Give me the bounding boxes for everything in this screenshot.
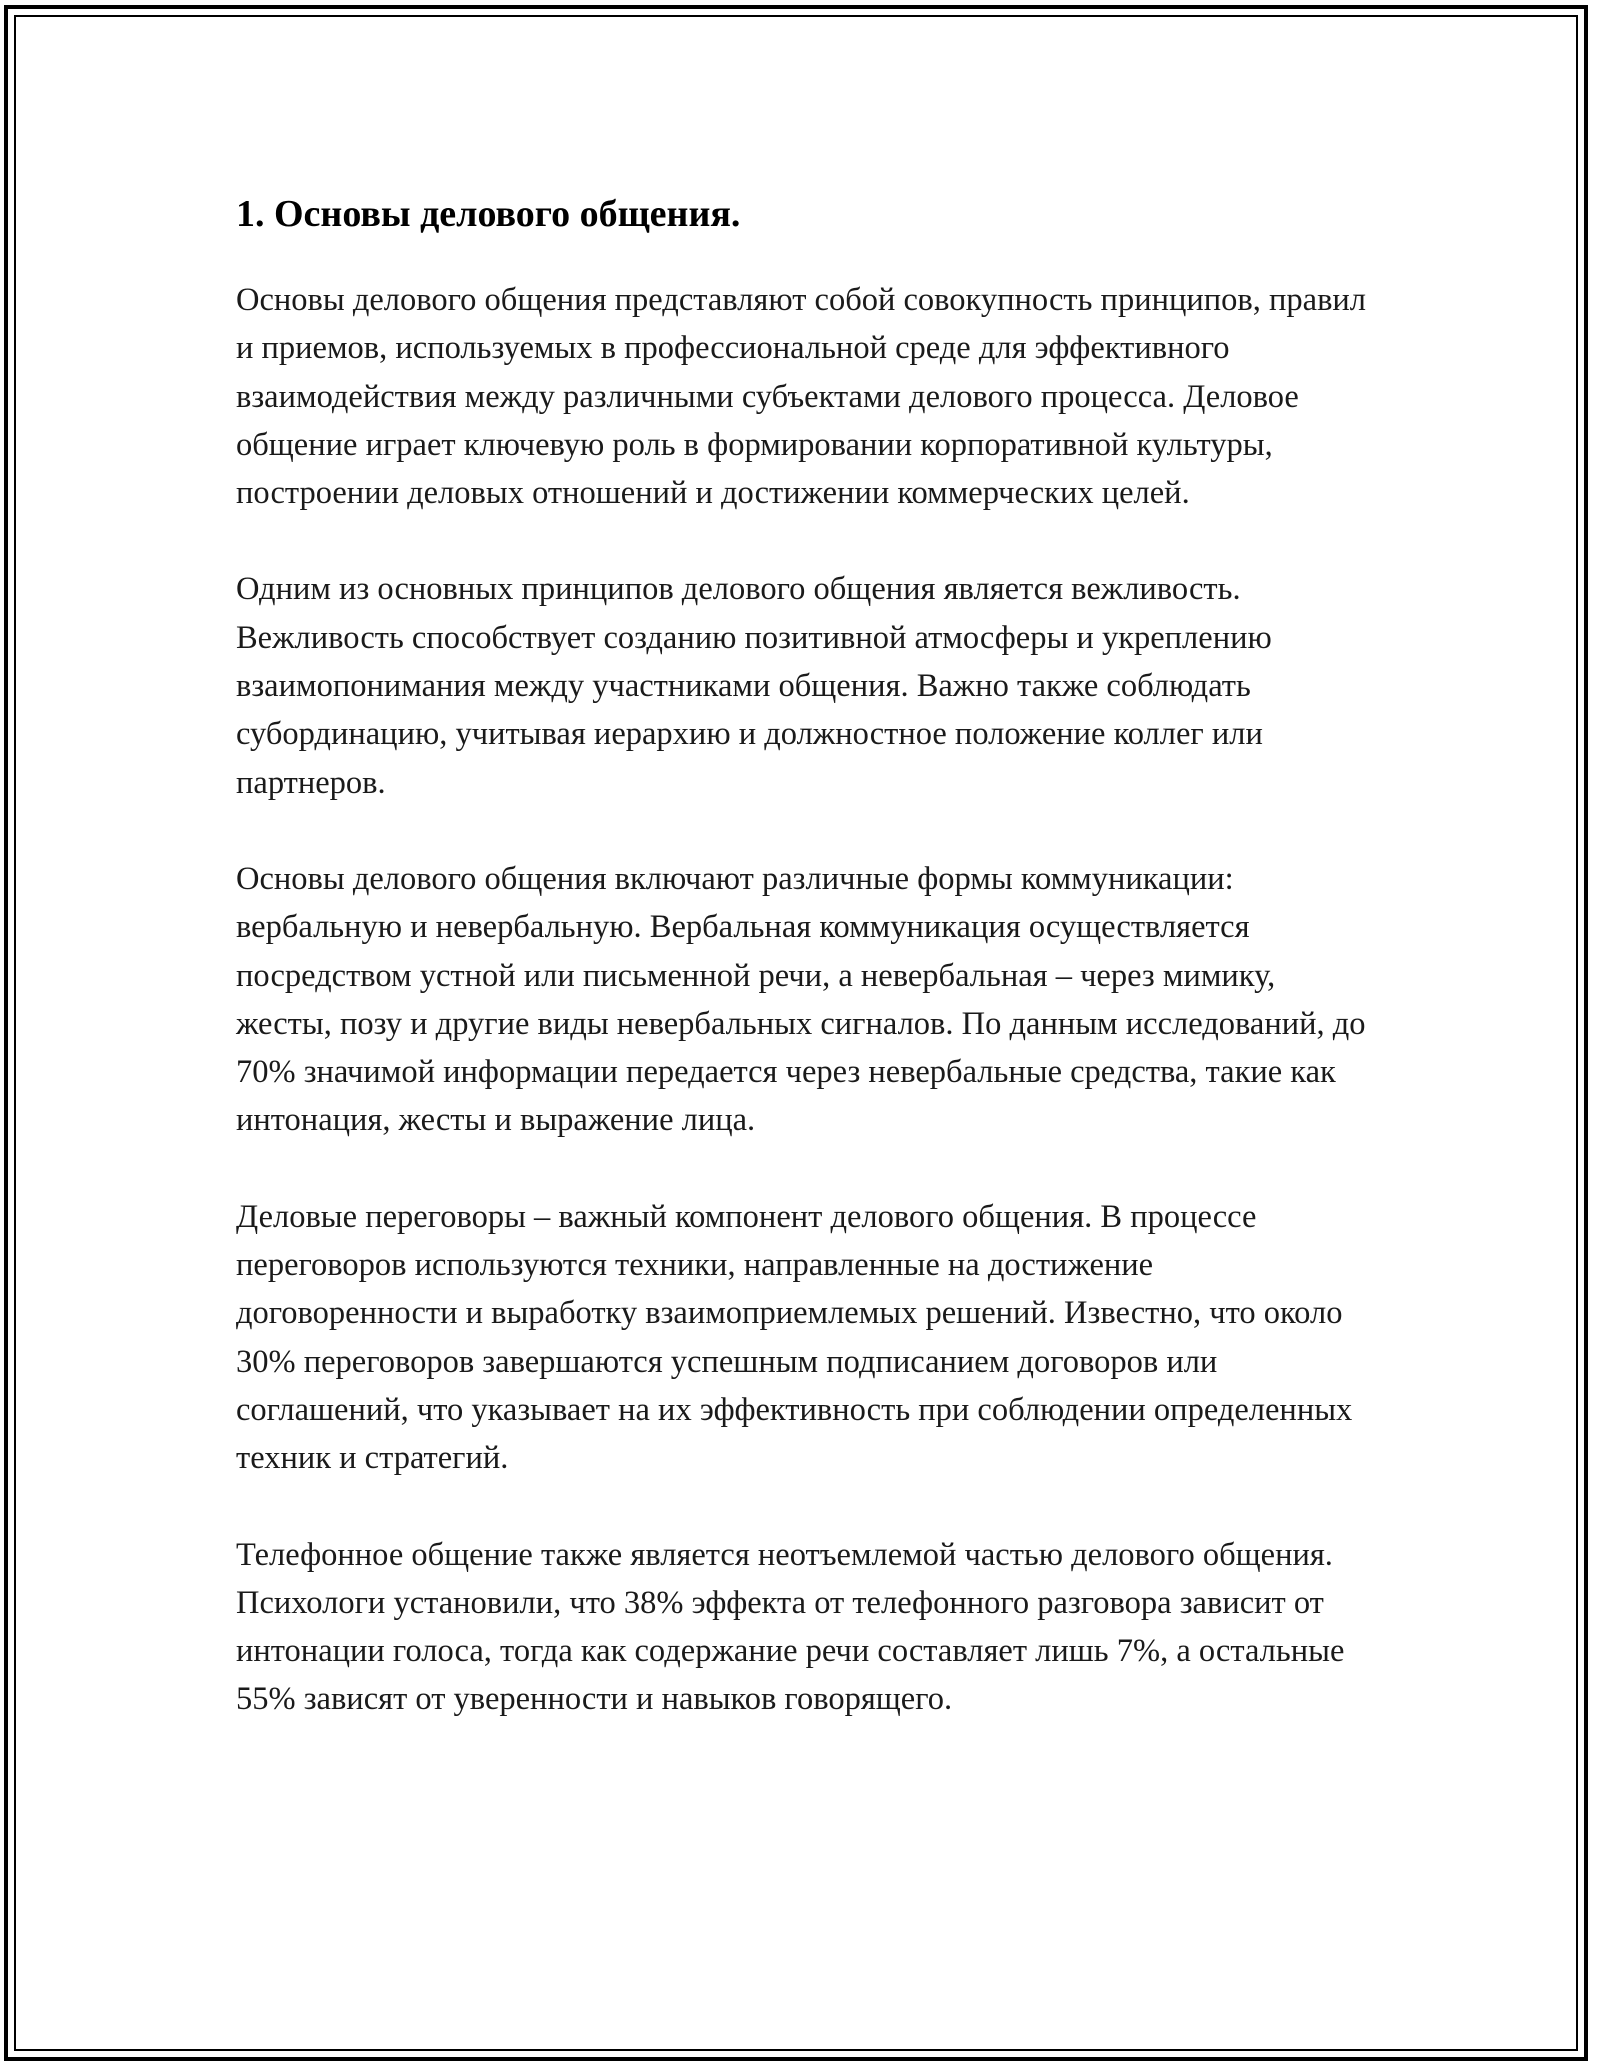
paragraph-phone-communication: Телефонное общение также является неотъемлемой частью делового общения. Психологи установили, что 38% эффекта от телефонного разговора зависит от интонации голоса, тогда как содержание речи составляет лишь 7%, а остальные 55% зависят от уверенности и навыков говорящего. xyxy=(236,1536,1345,1718)
paragraph-intro: Основы делового общения представляют собой совокупность принципов, правил и приемов, используемых в профессиональной среде для эффективного взаимодействия между различными субъектами делового процесса. Деловое общение играет ключевую роль в формировании корпоративной культуры, построении деловых отношений и достижении коммерческих целей. xyxy=(236,282,1367,512)
paragraph-communication-forms: Основы делового общения включают различные формы коммуникации: вербальную и невербальную. Вербальная коммуникация осуществляется посредством устной или письменной речи, а невербальная – через мимику, жесты, позу и другие виды невербальных сигналов. По данным исследований, до 70% значимой информации передается через невербальные средства, такие как интонация, жесты и выражение лица. xyxy=(236,860,1366,1139)
paragraph-politeness: Одним из основных принципов делового общения является вежливость. Вежливость способствует созданию позитивной атмосферы и укреплению взаимопонимания между участниками общения. Важно также соблюдать субординацию, учитывая иерархию и должностное положение коллег или партнеров. xyxy=(236,571,1272,801)
paragraph-negotiations: Деловые переговоры – важный компонент делового общения. В процессе переговоров используются техники, направленные на достижение договоренности и выработку взаимоприемлемых решений. Известно, что около 30% переговоров завершаются успешным подписанием договоров или соглашений, что указывает на их эффективность при соблюдении определенных техник и стратегий. xyxy=(236,1198,1353,1477)
document-body xyxy=(236,186,1376,1724)
section-title: 1. Основы делового общения. xyxy=(236,193,741,235)
